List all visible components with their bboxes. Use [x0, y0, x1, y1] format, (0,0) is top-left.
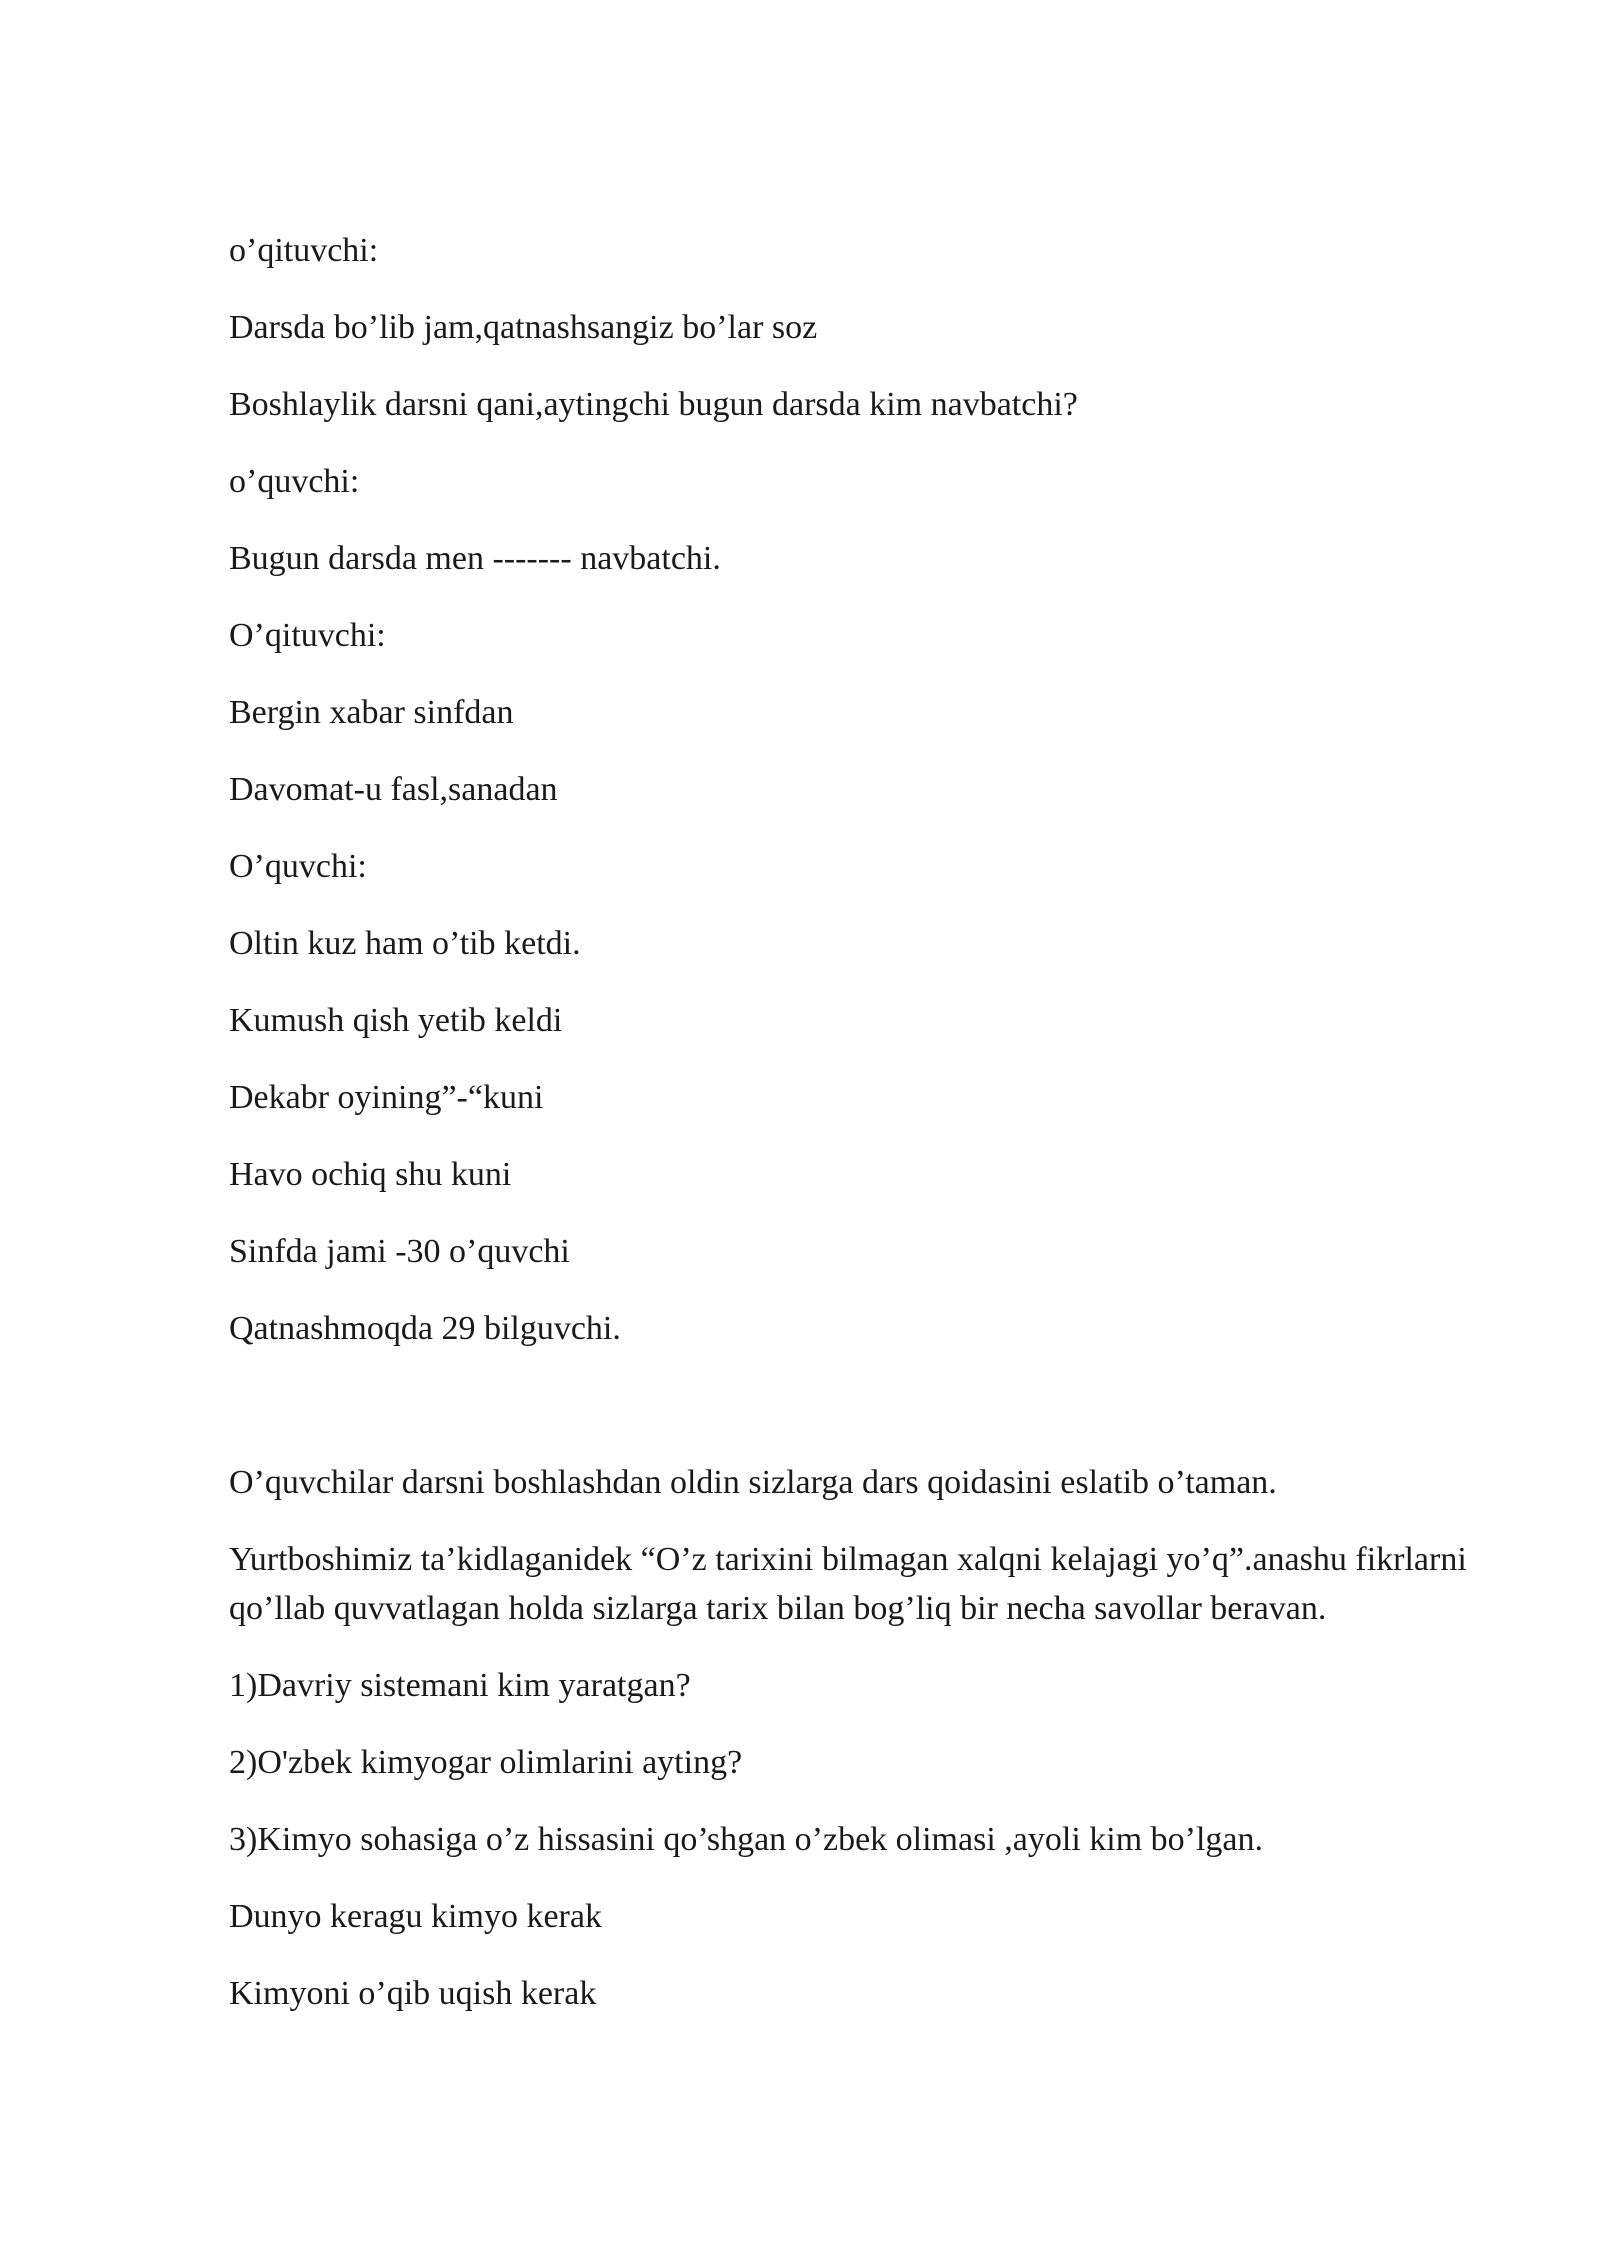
paragraph: Bugun darsda men ------- navbatchi. — [229, 540, 721, 577]
paragraph: Dekabr oyining”-“kuni — [229, 1079, 544, 1116]
paragraph: Dunyo keragu kimyo kerak — [229, 1898, 602, 1935]
paragraph: Boshlaylik darsni qani,aytingchi bugun darsda kim navbatchi? — [229, 386, 1078, 423]
paragraph: Havo ochiq shu kuni — [229, 1156, 512, 1193]
paragraph: Bergin xabar sinfdan — [229, 694, 514, 731]
question-3: 3)Kimyo sohasiga o’z hissasini qo’shgan o’zbek olimasi ,ayoli kim bo’lgan. — [229, 1821, 1264, 1858]
paragraph: Yurtboshimiz ta’kidlaganidek “O’z tarixini bilmagan xalqni kelajagi yo’q”.anashu fikrlarni qo’llab quvvatlagan holda sizlarga tarix bilan bog’liq bir necha savollar beravan. — [229, 1541, 1467, 1627]
paragraph-speaker-student: O’quvchi: — [229, 848, 367, 885]
paragraph: Davomat-u fasl,sanadan — [229, 771, 558, 808]
paragraph-speaker-student: o’quvchi: — [229, 463, 360, 500]
question-1: 1)Davriy sistemani kim yaratgan? — [229, 1667, 691, 1704]
paragraph: Qatnashmoqda 29 bilguvchi. — [229, 1310, 621, 1347]
paragraph: Darsda bo’lib jam,qatnashsangiz bo’lar soz — [229, 309, 818, 346]
blank-line — [229, 1381, 1489, 1458]
paragraph-speaker-teacher: o’qituvchi: — [229, 232, 379, 269]
question-2: 2)O'zbek kimyogar olimlarini ayting? — [229, 1744, 743, 1781]
paragraph: Kumush qish yetib keldi — [229, 1002, 563, 1039]
document-page — [229, 226, 1489, 2046]
paragraph: O’quvchilar darsni boshlashdan oldin sizlarga dars qoidasini eslatib o’taman. — [229, 1464, 1277, 1501]
paragraph-speaker-teacher: O’qituvchi: — [229, 617, 386, 654]
paragraph: Oltin kuz ham o’tib ketdi. — [229, 925, 581, 962]
paragraph: Sinfda jami -30 o’quvchi — [229, 1233, 570, 1270]
paragraph: Kimyoni o’qib uqish kerak — [229, 1975, 597, 2012]
